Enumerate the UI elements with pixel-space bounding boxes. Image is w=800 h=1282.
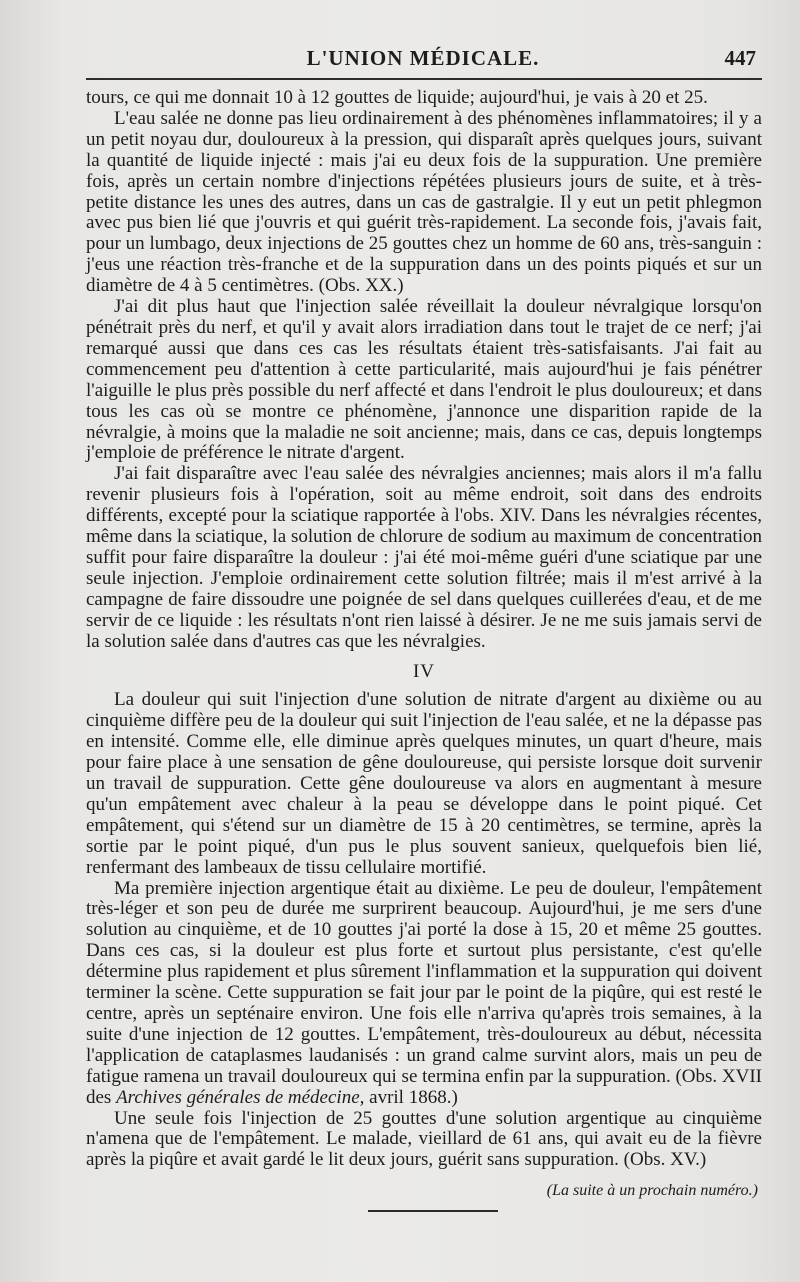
paragraph-continued: tours, ce qui me donnait 10 à 12 gouttes de liquide; aujourd'hui, je vais à 20 et 25. [86,87,708,108]
paragraph-text: Ma première injection argentique était au dixième. Le peu de douleur, l'empâtement très-léger et son peu de durée me surprirent beaucoup. Aujourd'hui, je me sers d'une solution au cinquième, et de 10 gouttes j'ai porté la dose à 15, 20 et même 25 gouttes. Dans ces cas, si la douleur est plus forte et surtout plus persistante, c'est qu'elle détermine plus rapidement et plus sûrement l'inflammation et la suppuration qui doivent terminer la scène. Cette suppuration se fait jour par le point de la piqûre, qui est resté le centre, après un septénaire environ. Une fois elle n'arriva qu'après trois semaines, à la suite d'une injection de 12 gouttes. L'empâtement, très-douloureux au début, nécessita l'application de cataplasmes laudanisés : un grand calme survint alors, mais un peu de fatigue ramena un travail douloureux qui se termina enfin par la suppuration. (Obs. XVII des [86,877,762,1108]
running-title: L'UNION MÉDICALE. [306,46,540,70]
paragraph: J'ai fait disparaître avec l'eau salée des névralgies anciennes; mais alors il m'a fallu revenir plusieurs fois à l'opération, soit au même endroit, soit dans des endroits différents, excepté pour la sciatique rapportée à l'obs. XIV. Dans les névralgies récentes, même dans la sciatique, la solution de chlorure de sodium au maximum de concentration suffit pour faire disparaître la douleur : j'ai été moi-même guéri d'une sciatique par une seule injection. J'emploie ordinairement cette solution filtrée; mais il m'est arrivé à la campagne de faire dissoudre une poignée de sel dans quelques cuillerées d'eau, et de me servir de ce liquide : les résultats n'ont rien laissé à désirer. Je ne me suis jamais servi de la solution salée dans d'autres cas que les névralgies. [86,463,762,652]
journal-citation: Archives générales de médecine, [116,1086,365,1108]
paragraph: J'ai dit plus haut que l'injection salée réveillait la douleur névralgique lorsqu'on pénétrait près du nerf, et qu'il y avait alors irradiation dans tout le trajet de ce nerf; j'ai remarqué aussi que dans ces cas les résultats étaient très-satisfaisants. J'ai fait au commencement peu d'attention à cette particularité, mais aujourd'hui je fais pénétrer l'aiguille le plus près possible du nerf affecté et dans l'endroit le plus douloureux; et dans tous les cas où se montre ce phénomène, j'annonce une disparition rapide de la névralgie, à moins que la maladie ne soit ancienne; mais, dans ce cas, depuis longtemps j'emploie de préférence le nitrate d'argent. [86,296,762,464]
section-heading: IV [412,661,436,683]
page-number: 447 [724,46,756,70]
citation-tail: avril 1868.) [364,1086,458,1108]
running-header [86,44,760,74]
paragraph: Une seule fois l'injection de 25 gouttes d'une solution argentique au cinquième n'amena que de l'empâtement. Le malade, vieillard de 61 ans, qui avait eu de la fièvre après la piqûre et avait gardé le lit deux jours, guérit sans suppuration. (Obs. XV.) [86,1107,762,1171]
paragraph-with-citation [86,879,762,1109]
header-rule [86,78,762,80]
footer-rule [368,1210,498,1212]
paragraph: La douleur qui suit l'injection d'une solution de nitrate d'argent au dixième ou au cinquième diffère peu de la douleur qui suit l'injection de l'eau salée, et ne la dépasse pas en intensité. Comme elle, elle diminue après quelques minutes, un quart d'heure, mais pour faire place à une sensation de gêne douloureuse, qui persiste lorsque doit survenir un travail de suppuration. Cette gêne douloureuse va alors en augmentant à mesure qu'un empâtement avec chaleur à la peau se développe dans le point piqué. Cet empâtement, qui s'étend sur un diamètre de 15 à 20 centimètres, se termine, après la sortie par le point piqué, d'un pus le plus souvent sanieux, quelquefois bien lié, renfermant des lambeaux de tissu cellulaire mortifié. [86,689,762,878]
paragraph: L'eau salée ne donne pas lieu ordinairement à des phénomènes inflammatoires; il y a un petit noyau dur, douloureux à la pression, qui disparaît après quelques jours, suivant la quantité de liquide injecté : mais j'ai eu deux fois de la suppuration. Une première fois, après un certain nombre d'injections répétées plusieurs jours de suite, et à très-petite distance les unes des autres, dans un cas de gastralgie. Il y eut un petit phlegmon avec pus bien lié que j'ouvris et qui guérit très-rapidement. La seconde fois, j'avais fait, pour un lumbago, deux injections de 25 gouttes chez un homme de 60 ans, très-sanguin : j'eus une réaction très-franche et de la suppuration dans un des points piqués et sur un diamètre de 4 à 5 centimètres. (Obs. XX.) [86,107,762,297]
continuation-note: (La suite à un prochain numéro.) [546,1182,758,1200]
article-body [86,88,762,1202]
